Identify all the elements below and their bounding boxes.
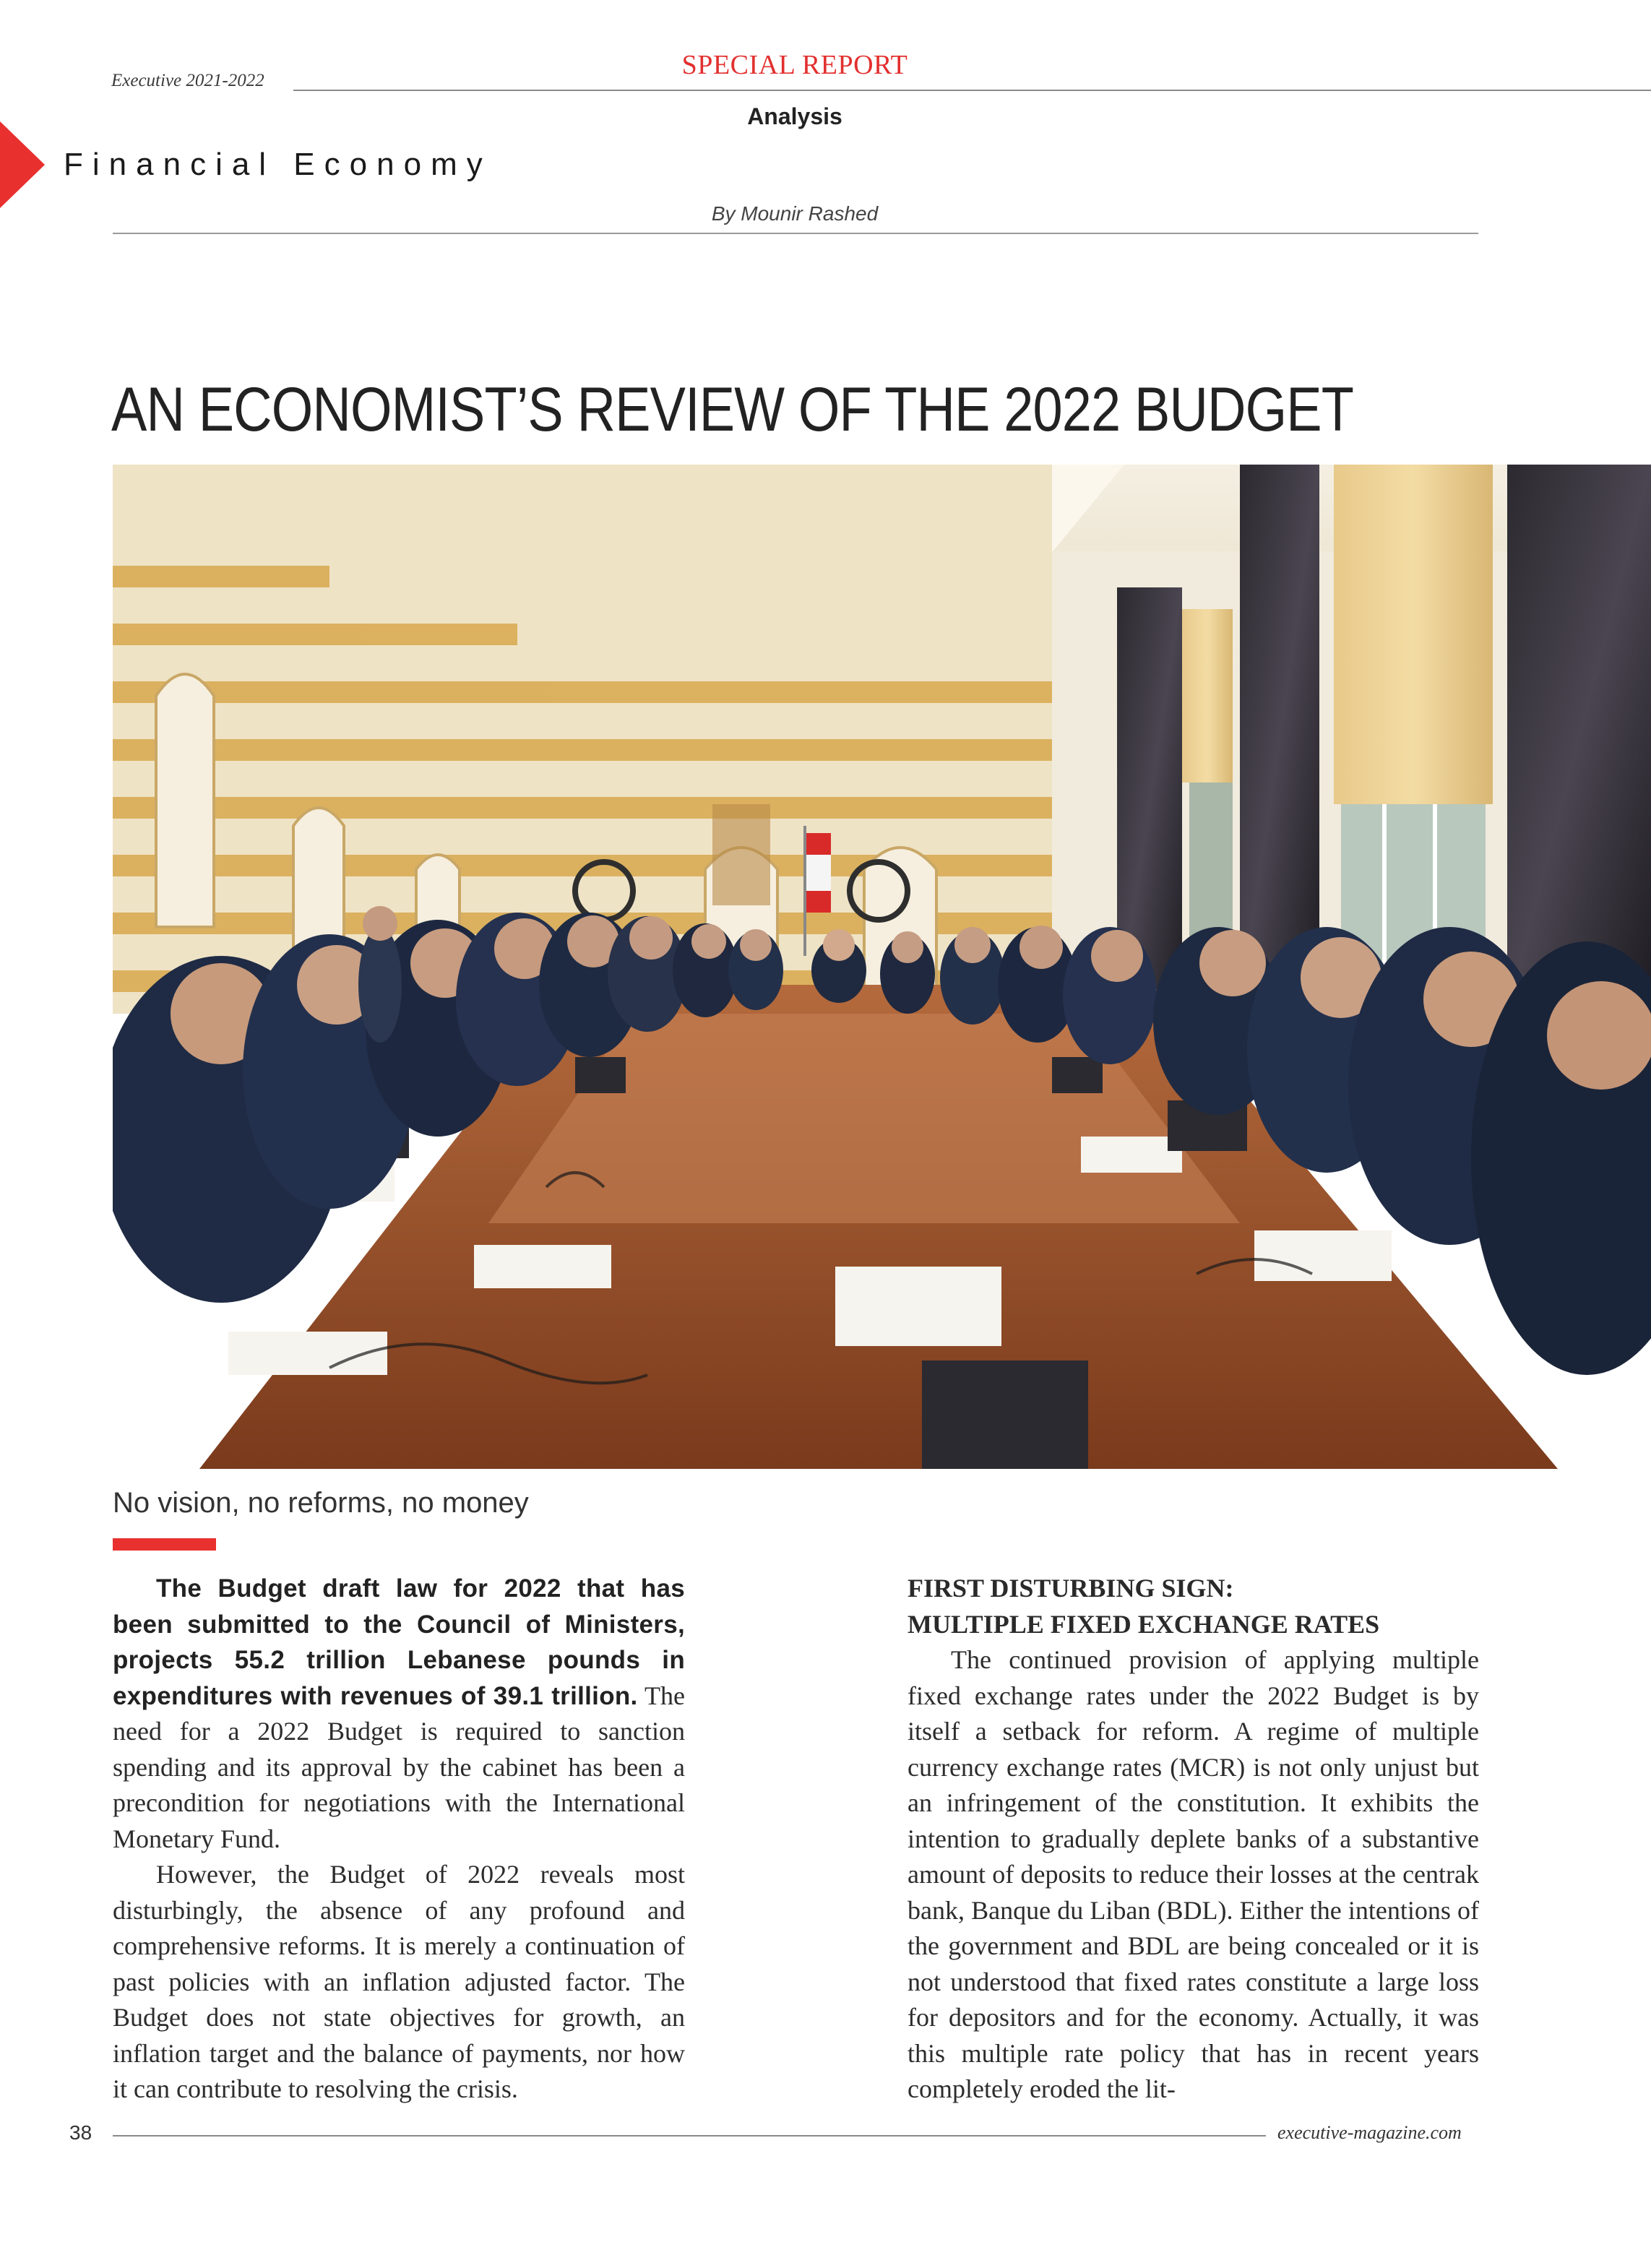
issue-label: Executive 2021-2022 (111, 71, 264, 90)
caption-accent-bar (113, 1538, 216, 1551)
header-rule (293, 90, 1651, 91)
byline: By Mounir Rashed (711, 202, 879, 225)
lead-rest-text: The need for a 2022 Budget is required to sanction spending and its approval by the cabinet has been a precondition for negotiations with the International Monetary Fund. (113, 1681, 685, 1853)
footer-rule (113, 2135, 1266, 2137)
page-number: 38 (69, 2121, 92, 2144)
article-column-1 (113, 1571, 685, 2108)
article-title: AN ECONOMIST’S REVIEW OF THE 2022 BUDGET (111, 375, 1354, 444)
byline-rule (113, 233, 1478, 234)
photo-caption: No vision, no reforms, no money (113, 1487, 529, 1519)
cabinet-meeting-photo (113, 465, 1651, 1469)
body-paragraph-2: However, the Budget of 2022 reveals most disturbingly, the absence of any profound and comprehensive reforms. It is merely a continuation of past policies with an inflation adjusted factor. The Budget does not state objectives for growth, an inflation target and the balance of payments, nor how it can contribute to resolving the crisis. (113, 1860, 685, 2103)
subhead-line-2: MULTIPLE FIXED EXCHANGE RATES (908, 1609, 1380, 1639)
lead-paragraph (113, 1571, 685, 1857)
analysis-label: Analysis (747, 103, 842, 129)
article-column-2 (908, 1571, 1479, 2108)
lead-bold-text: The Budget draft law for 2022 that has been submitted to the Council of Ministers, projects 55.2 trillion Lebanese pounds in expenditures with revenues of 39.1 trillion. (113, 1574, 685, 1710)
subhead-line-1: FIRST DISTURBING SIGN: (908, 1574, 1234, 1603)
section-arrow-icon (0, 121, 45, 208)
website-link[interactable]: executive-magazine.com (1277, 2122, 1462, 2143)
special-report-label: SPECIAL REPORT (681, 50, 908, 80)
section-title: Financial Economy (64, 147, 492, 182)
body-paragraph-3: The continued provision of applying multiple fixed exchange rates under the 2022 Budget is by itself a setback for reform. A regime of multiple currency exchange rates (MCR) is not only unjust but an infringement of the constitution. It exhibits the intention to gradually deplete banks of a substantive amount of deposits to reduce their losses at the centrak bank, Banque du Liban (BDL). Either the intentions of the government and BDL are being concealed or it is not understood that fixed rates constitute a large loss for depositors and for the economy. Actually, it was this multiple rate policy that has in recent years completely eroded the lit- (908, 1645, 1479, 2103)
